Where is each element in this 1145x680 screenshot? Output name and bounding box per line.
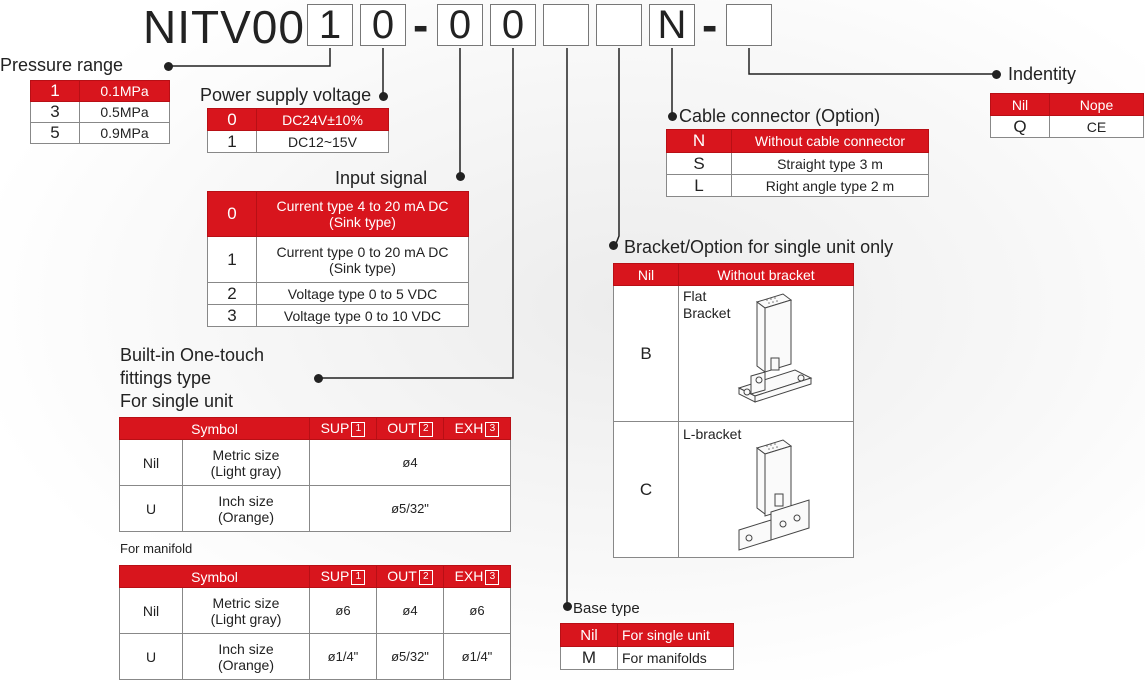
code-cell: 1 (208, 131, 257, 153)
code-cell: Nil (120, 440, 183, 486)
value-line: Current type 4 to 20 mA DC (276, 198, 449, 214)
connector-dot (992, 70, 1001, 79)
identity-title: Indentity (1008, 64, 1077, 84)
table-row (667, 175, 929, 197)
bracket-table (613, 263, 854, 558)
connector-dot (314, 374, 323, 383)
value-cell: CE (1050, 116, 1144, 138)
port-number-2: 2 (419, 570, 433, 585)
code-cell: 3 (31, 102, 80, 123)
value-cell: Right angle type 2 m (732, 175, 929, 197)
code-cell: 1 (208, 237, 257, 283)
out-label: OUT (387, 568, 417, 585)
value-cell: Straight type 3 m (732, 153, 929, 175)
table-row (120, 440, 511, 486)
cable-connector-table (666, 129, 929, 197)
code-cell: Nil (991, 94, 1050, 116)
fittings-title-line2: fittings type (120, 368, 212, 388)
code-cell: L (667, 175, 732, 197)
value-cell: Voltage type 0 to 5 VDC (257, 283, 469, 305)
exh-header (444, 418, 511, 440)
desc-cell (183, 588, 310, 634)
pressure-range-table (30, 80, 170, 144)
sup-label: SUP (320, 420, 350, 437)
slot-fittings: 0 (490, 4, 536, 46)
value-line: (Sink type) (329, 259, 396, 276)
desc-line: (Light gray) (210, 610, 282, 627)
value-cell: Voltage type 0 to 10 VDC (257, 305, 469, 327)
port-number-1: 1 (351, 570, 365, 585)
out-header (377, 418, 444, 440)
value-cell: Without cable connector (732, 130, 929, 153)
symbol-header: Symbol (120, 566, 310, 588)
model-dash: - (413, 0, 429, 51)
desc-line: Inch size (218, 492, 274, 509)
code-cell: N (667, 130, 732, 153)
table-row (208, 192, 469, 237)
code-cell: 5 (31, 123, 80, 144)
size-cell: ø5/32" (310, 486, 511, 532)
connector-dot (379, 92, 388, 101)
value-cell: DC24V±10% (257, 109, 389, 131)
flat-bracket-image (731, 292, 821, 416)
sup-label: SUP (320, 568, 350, 585)
sup-cell: ø6 (310, 588, 377, 634)
code-cell: 2 (208, 283, 257, 305)
code-cell: Nil (561, 624, 618, 647)
fittings-title-line3: For single unit (120, 391, 234, 411)
connector-dot (563, 602, 572, 611)
desc-cell (183, 486, 310, 532)
exh-cell: ø6 (444, 588, 511, 634)
code-cell: Nil (614, 264, 679, 286)
value-line: (Sink type) (329, 214, 396, 230)
code-cell: S (667, 153, 732, 175)
out-label: OUT (387, 420, 417, 437)
table-row (561, 624, 734, 647)
identity-table (990, 93, 1144, 138)
model-dash: - (702, 0, 718, 51)
table-header-row (614, 264, 854, 286)
value-cell: DC12~15V (257, 131, 389, 153)
value-cell: 0.5MPa (80, 102, 170, 123)
out-cell: ø4 (377, 588, 444, 634)
value-cell: For single unit (618, 624, 734, 647)
table-header-row (991, 94, 1144, 116)
out-cell: ø5/32" (377, 634, 444, 680)
value-cell: Without bracket (679, 264, 854, 286)
code-cell: 3 (208, 305, 257, 327)
manifold-title: For manifold (120, 541, 193, 556)
value-cell (257, 192, 469, 237)
input-signal-title: Input signal (335, 168, 428, 188)
bracket-label: L-bracket (683, 426, 742, 442)
image-cell (679, 286, 854, 422)
base-type-title: Base type (573, 600, 640, 617)
fittings-manifold-table (119, 565, 511, 680)
table-row (31, 123, 170, 144)
model-prefix: NITV00 (143, 1, 305, 53)
table-row (120, 588, 511, 634)
code-cell: Nil (120, 588, 183, 634)
table-row (667, 130, 929, 153)
fittings-title-line1: Built-in One-touch (120, 345, 265, 365)
pressure-range-title: Pressure range (0, 55, 124, 75)
value-cell: 0.9MPa (80, 123, 170, 144)
base-type-table (560, 623, 734, 670)
desc-line: Metric size (212, 446, 280, 463)
table-row (208, 109, 389, 131)
slot-bracket (596, 4, 642, 46)
value-line: Current type 0 to 20 mA DC (276, 243, 449, 260)
slot-power: 0 (360, 4, 406, 46)
power-supply-table (207, 108, 389, 153)
fittings-single-table (119, 417, 511, 532)
image-cell (679, 422, 854, 558)
table-row (208, 131, 389, 153)
connector-dot (164, 62, 173, 71)
code-cell: 0 (208, 109, 257, 131)
code-cell: 1 (31, 81, 80, 102)
connector-dot (668, 112, 677, 121)
table-row (614, 422, 854, 558)
bracket-label: Flat (683, 288, 707, 304)
symbol-header: Symbol (120, 418, 310, 440)
table-row (208, 283, 469, 305)
table-row (120, 634, 511, 680)
table-header-row (120, 566, 511, 588)
slot-input: 0 (437, 4, 483, 46)
cable-connector-title: Cable connector (Option) (679, 106, 881, 126)
table-row (614, 286, 854, 422)
table-row (561, 647, 734, 670)
exh-header (444, 566, 511, 588)
code-cell: M (561, 647, 618, 670)
table-row (208, 305, 469, 327)
power-supply-title: Power supply voltage (200, 85, 372, 105)
value-cell: 0.1MPa (80, 81, 170, 102)
desc-cell (183, 440, 310, 486)
exh-label: EXH (454, 568, 484, 585)
code-cell: Q (991, 116, 1050, 138)
input-signal-table (207, 191, 469, 327)
slot-identity (726, 4, 772, 46)
port-number-2: 2 (419, 422, 433, 437)
desc-line: (Orange) (217, 508, 275, 525)
l-bracket-image (731, 438, 821, 552)
code-cell: U (120, 634, 183, 680)
size-cell: ø4 (310, 440, 511, 486)
code-cell: C (614, 422, 679, 558)
code-cell: 0 (208, 192, 257, 237)
port-number-3: 3 (485, 570, 499, 585)
port-number-3: 3 (485, 422, 499, 437)
sup-header (310, 418, 377, 440)
connector-dot (609, 241, 618, 250)
exh-label: EXH (454, 420, 484, 437)
desc-line: Inch size (218, 640, 274, 657)
port-number-1: 1 (351, 422, 365, 437)
slot-base (543, 4, 589, 46)
desc-cell (183, 634, 310, 680)
table-header-row (120, 418, 511, 440)
slot-pressure: 1 (307, 4, 353, 46)
desc-line: (Light gray) (210, 462, 282, 479)
table-row (31, 102, 170, 123)
code-cell: B (614, 286, 679, 422)
code-cell: U (120, 486, 183, 532)
table-row (667, 153, 929, 175)
slot-cable: N (649, 4, 695, 46)
table-row (31, 81, 170, 102)
connector-dot (456, 172, 465, 181)
sup-header (310, 566, 377, 588)
bracket-label: Bracket (683, 305, 731, 321)
desc-line: Metric size (212, 594, 280, 611)
value-cell (257, 237, 469, 283)
table-row (120, 486, 511, 532)
sup-cell: ø1/4" (310, 634, 377, 680)
exh-cell: ø1/4" (444, 634, 511, 680)
value-cell: For manifolds (618, 647, 734, 670)
value-cell: Nope (1050, 94, 1144, 116)
table-row (208, 237, 469, 283)
bracket-title: Bracket/Option for single unit only (624, 237, 894, 257)
out-header (377, 566, 444, 588)
table-row (991, 116, 1144, 138)
desc-line: (Orange) (217, 656, 275, 673)
